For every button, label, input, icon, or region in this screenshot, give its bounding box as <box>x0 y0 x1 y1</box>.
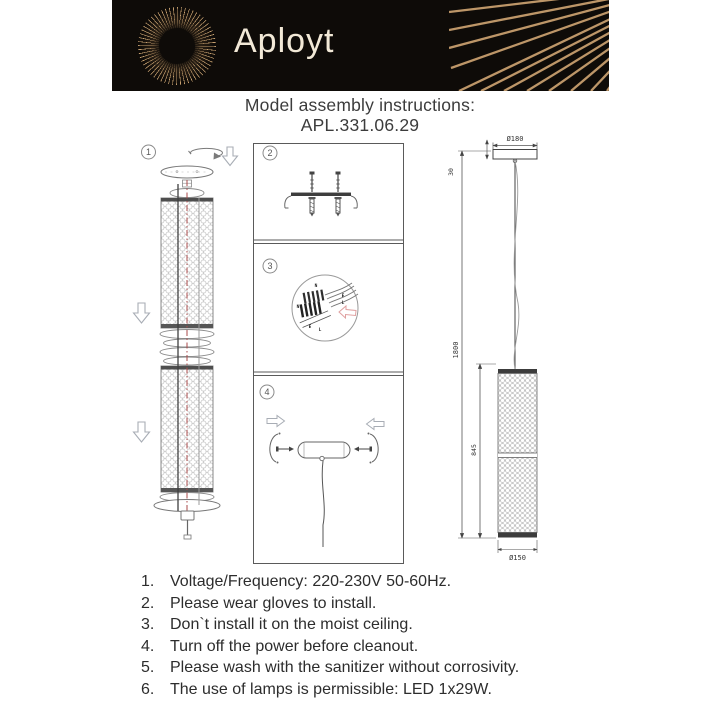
wire-label-e: E <box>341 294 345 299</box>
model-number: APL.331.06.29 <box>300 114 420 135</box>
starburst-logo-icon <box>138 7 216 85</box>
item-number: 3. <box>141 616 155 634</box>
pendant-wire <box>322 461 324 547</box>
side-screw-right <box>354 447 372 452</box>
dimension-drawing <box>420 128 620 575</box>
step-2-badge <box>263 146 277 160</box>
svg-text:1: 1 <box>145 147 152 158</box>
wire-label-n: N <box>296 305 300 310</box>
item-text: Please wash with the sanitizer without corrosivity. <box>170 659 520 677</box>
wire-label-e: E <box>308 325 312 330</box>
item-text: Don`t install it on the moist ceiling. <box>170 616 413 634</box>
item-text: The use of lamps is permissible: LED 1x29W. <box>170 680 492 698</box>
step-4-badge <box>260 385 274 399</box>
wire-label-l: L <box>341 301 345 306</box>
assembly-steps-panel <box>253 140 405 565</box>
dim-top-lines <box>493 143 537 150</box>
svg-text:4: 4 <box>264 387 270 398</box>
svg-text:3: 3 <box>267 261 273 272</box>
svg-text:2: 2 <box>267 148 273 159</box>
instruction-item <box>141 595 519 617</box>
lamp-socket <box>181 511 194 539</box>
push-left-arrow-icon <box>367 419 385 430</box>
header-band <box>112 0 609 91</box>
dim-canopy-height: 30 <box>447 168 455 176</box>
instruction-item <box>141 616 519 638</box>
dim-top-diameter: Ø180 <box>506 135 524 143</box>
dim-bottom-lines <box>498 540 537 553</box>
item-number: 2. <box>141 594 155 612</box>
instruction-item <box>141 659 519 681</box>
brand-logo-text: Aployt <box>234 22 335 60</box>
step-1-badge <box>142 145 156 159</box>
dim-shade <box>476 364 496 538</box>
side-screw-left <box>276 447 294 452</box>
item-number: 1. <box>141 573 155 590</box>
instruction-item <box>141 638 519 660</box>
decorative-rays-icon <box>449 0 609 91</box>
step-4-drawing <box>267 416 384 548</box>
slide-down-arrow-icon <box>134 303 150 323</box>
item-number: 4. <box>141 637 155 655</box>
dim-overall <box>458 151 496 538</box>
step-2-drawing <box>285 172 358 217</box>
item-text: Voltage/Frequency: 220-230V 50-60Hz. <box>170 573 452 590</box>
item-text: Turn off the power before cleanout. <box>170 637 419 655</box>
item-number: 6. <box>141 680 155 698</box>
push-right-arrow-icon <box>267 416 285 427</box>
crystal-shade <box>498 369 537 538</box>
step-3-badge <box>263 259 277 273</box>
wall-anchors <box>309 197 342 217</box>
down-arrow-icon <box>223 147 238 166</box>
ceiling-plate <box>493 150 537 160</box>
ceiling-bracket <box>285 193 358 209</box>
dim-shade-diameter: Ø150 <box>509 554 526 562</box>
instruction-item <box>141 681 519 703</box>
panel-frame <box>254 144 404 564</box>
dim-overall-height: 1800 <box>452 341 460 359</box>
instruction-list <box>141 573 519 703</box>
slide-down-arrow-icon <box>134 422 150 442</box>
rotate-arrow-icon <box>189 148 223 159</box>
step-3-drawing <box>292 275 358 341</box>
canopy-plate <box>161 166 213 178</box>
mounting-screws <box>310 172 341 193</box>
instruction-item <box>141 573 519 595</box>
item-number: 5. <box>141 659 155 677</box>
wire-label-l: L <box>318 328 322 333</box>
side-bracket-right <box>368 433 379 464</box>
side-bracket-left <box>270 433 281 464</box>
wire-label-n: N <box>314 284 318 289</box>
page-title: Model assembly instructions: <box>244 95 476 115</box>
dim-shade-height: 845 <box>470 444 478 456</box>
canopy-body <box>298 442 350 461</box>
exploded-view-step1 <box>95 140 255 565</box>
item-text: Please wear gloves to install. <box>170 594 377 612</box>
